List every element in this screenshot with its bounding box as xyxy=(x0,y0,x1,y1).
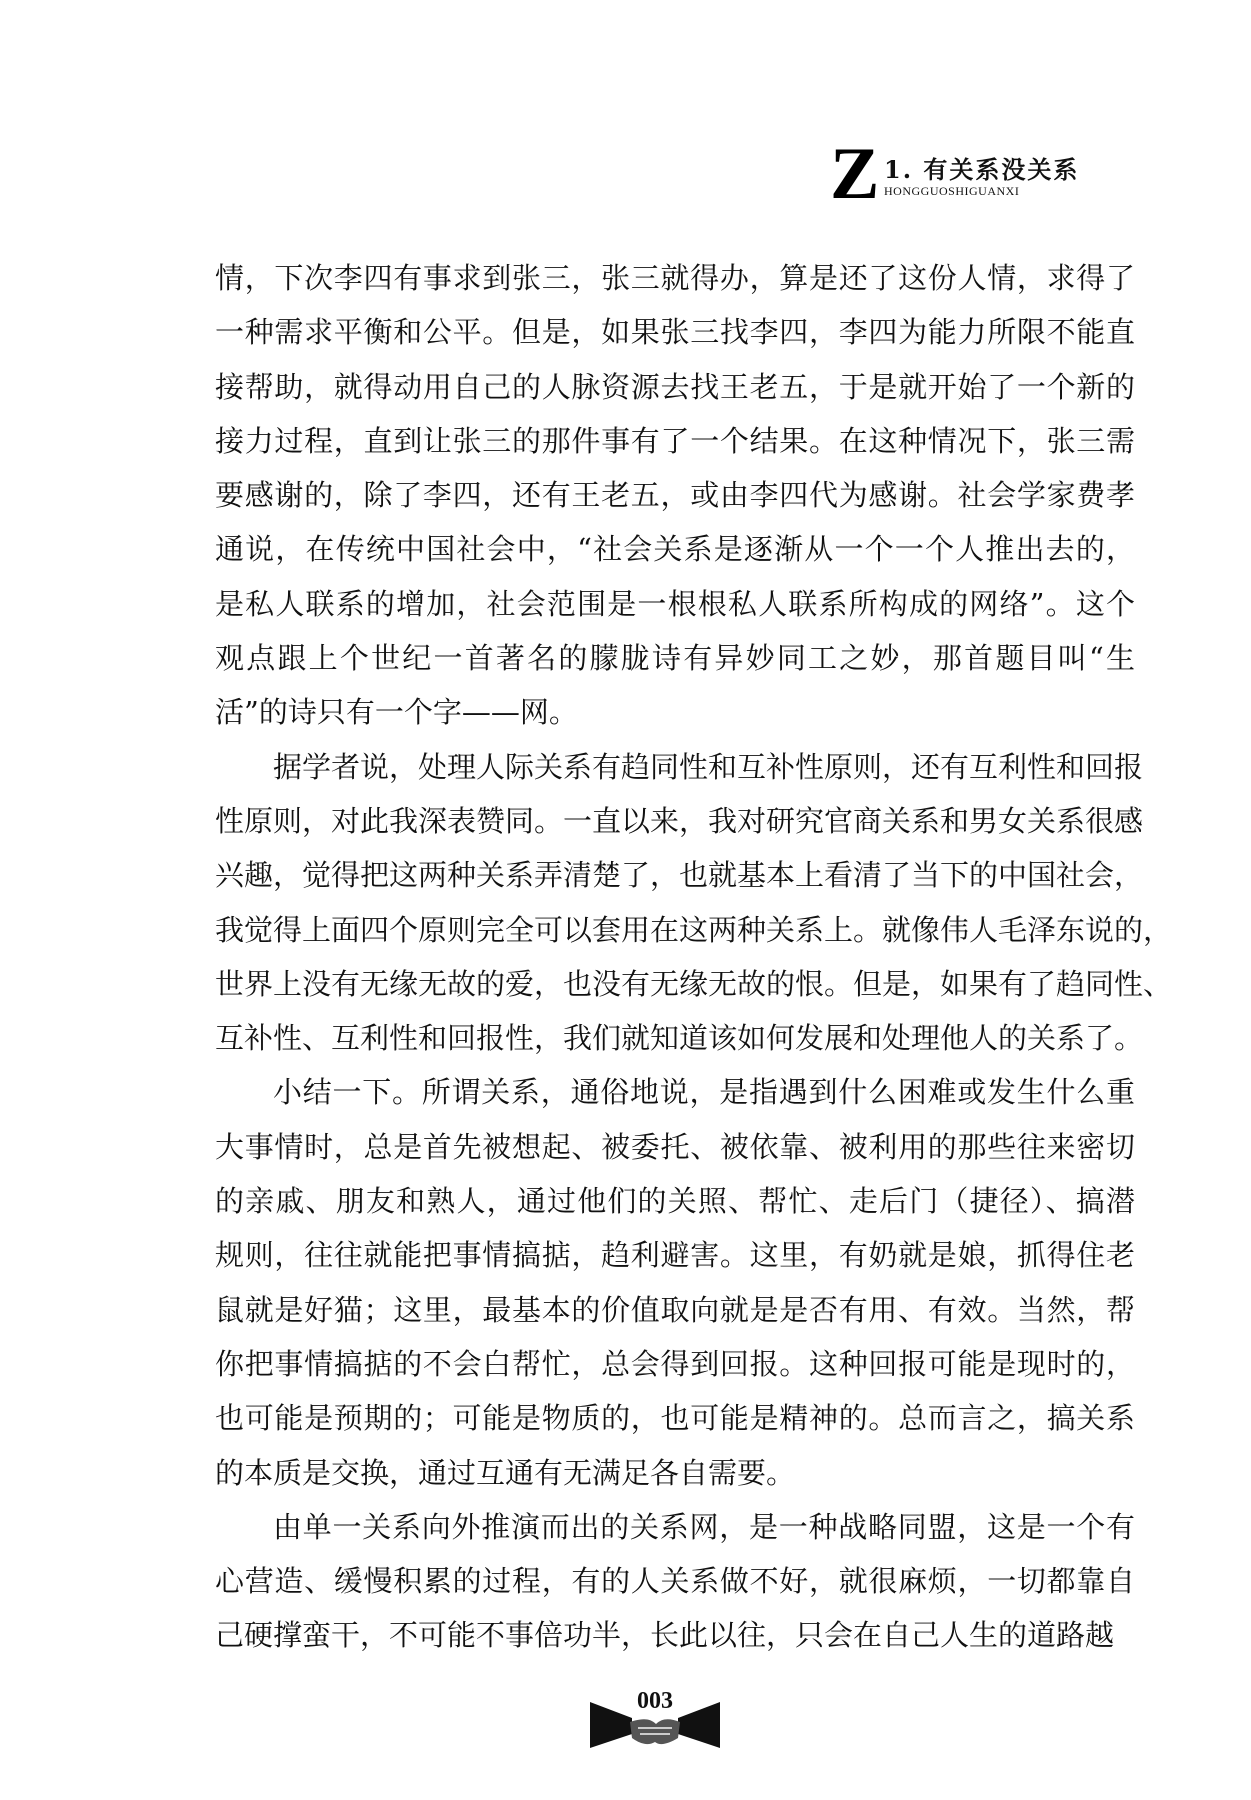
chapter-pinyin: HONGGUOSHIGUANXI xyxy=(884,184,1020,198)
page-footer xyxy=(580,1688,730,1758)
text-line: 接帮助，就得动用自己的人脉资源去找王老五，于是就开始了一个新的 xyxy=(215,369,1135,404)
text-line: 兴趣，觉得把这两种关系弄清楚了，也就基本上看清了当下的中国社会， xyxy=(215,858,1144,893)
text-line: 心营造、缓慢积累的过程，有的人关系做不好，就很麻烦，一切都靠自 xyxy=(215,1564,1135,1599)
page-number: 003 xyxy=(637,1688,673,1714)
paragraph xyxy=(215,740,1173,1066)
text-line: 也可能是预期的；可能是物质的，也可能是精神的。总而言之，搞关系 xyxy=(215,1401,1135,1436)
paragraph xyxy=(215,1500,1135,1663)
text-line: 接力过程，直到让张三的那件事有了一个结果。在这种情况下，张三需 xyxy=(215,423,1135,458)
text-line: 据学者说，处理人际关系有趋同性和互补性原则，还有互利性和回报 xyxy=(273,749,1144,784)
paragraph xyxy=(215,251,1135,740)
text-line: 我觉得上面四个原则完全可以套用在这两种关系上。就像伟人毛泽东说的， xyxy=(215,912,1173,947)
text-line: 一种需求平衡和公平。但是，如果张三找李四，李四为能力所限不能直 xyxy=(215,315,1135,350)
text-line: 世界上没有无缘无故的爱，也没有无缘无故的恨。但是，如果有了趋同性、 xyxy=(215,966,1173,1001)
running-header xyxy=(830,133,1130,215)
text-line: 大事情时，总是首先被想起、被委托、被依靠、被利用的那些往来密切 xyxy=(215,1129,1135,1164)
text-line: 小结一下。所谓关系，通俗地说，是指遇到什么困难或发生什么重 xyxy=(273,1075,1135,1110)
paragraph xyxy=(215,1065,1135,1499)
header-initial-letter: Z xyxy=(830,133,880,215)
body-text xyxy=(215,251,1173,1663)
chapter-title: 1. 有关系没关系 xyxy=(884,155,1080,184)
text-line: 己硬撑蛮干，不可能不事倍功半，长此以往，只会在自己人生的道路越 xyxy=(215,1618,1115,1653)
text-line: 情，下次李四有事求到张三，张三就得办，算是还了这份人情，求得了 xyxy=(215,261,1135,295)
text-line: 通说，在传统中国社会中，“社会关系是逐渐从一个一个人推出去的， xyxy=(215,532,1135,567)
text-line: 规则，往往就能把事情搞掂，趋利避害。这里，有奶就是娘，抓得住老 xyxy=(215,1238,1135,1273)
text-line: 要感谢的，除了李四，还有王老五，或由李四代为感谢。社会学家费孝 xyxy=(215,478,1135,513)
text-line: 由单一关系向外推演而出的关系网，是一种战略同盟，这是一个有 xyxy=(273,1509,1135,1544)
text-line: 是私人联系的增加，社会范围是一根根私人联系所构成的网络”。这个 xyxy=(215,586,1135,621)
text-line: 的本质是交换，通过互通有无满足各自需要。 xyxy=(215,1455,796,1490)
text-line: 活”的诗只有一个字——网。 xyxy=(215,695,578,730)
text-line: 互补性、互利性和回报性，我们就知道该如何发展和处理他人的关系了。 xyxy=(215,1021,1144,1056)
text-line: 性原则，对此我深表赞同。一直以来，我对研究官商关系和男女关系很感 xyxy=(215,803,1144,838)
text-line: 你把事情搞掂的不会白帮忙，总会得到回报。这种回报可能是现时的， xyxy=(215,1346,1135,1381)
text-line: 鼠就是好猫；这里，最基本的价值取向就是是否有用、有效。当然，帮 xyxy=(215,1292,1135,1327)
text-line: 观点跟上个世纪一首著名的朦胧诗有异妙同工之妙，那首题目叫“生 xyxy=(215,641,1135,676)
text-line: 的亲戚、朋友和熟人，通过他们的关照、帮忙、走后门（捷径）、搞潜 xyxy=(215,1184,1135,1219)
